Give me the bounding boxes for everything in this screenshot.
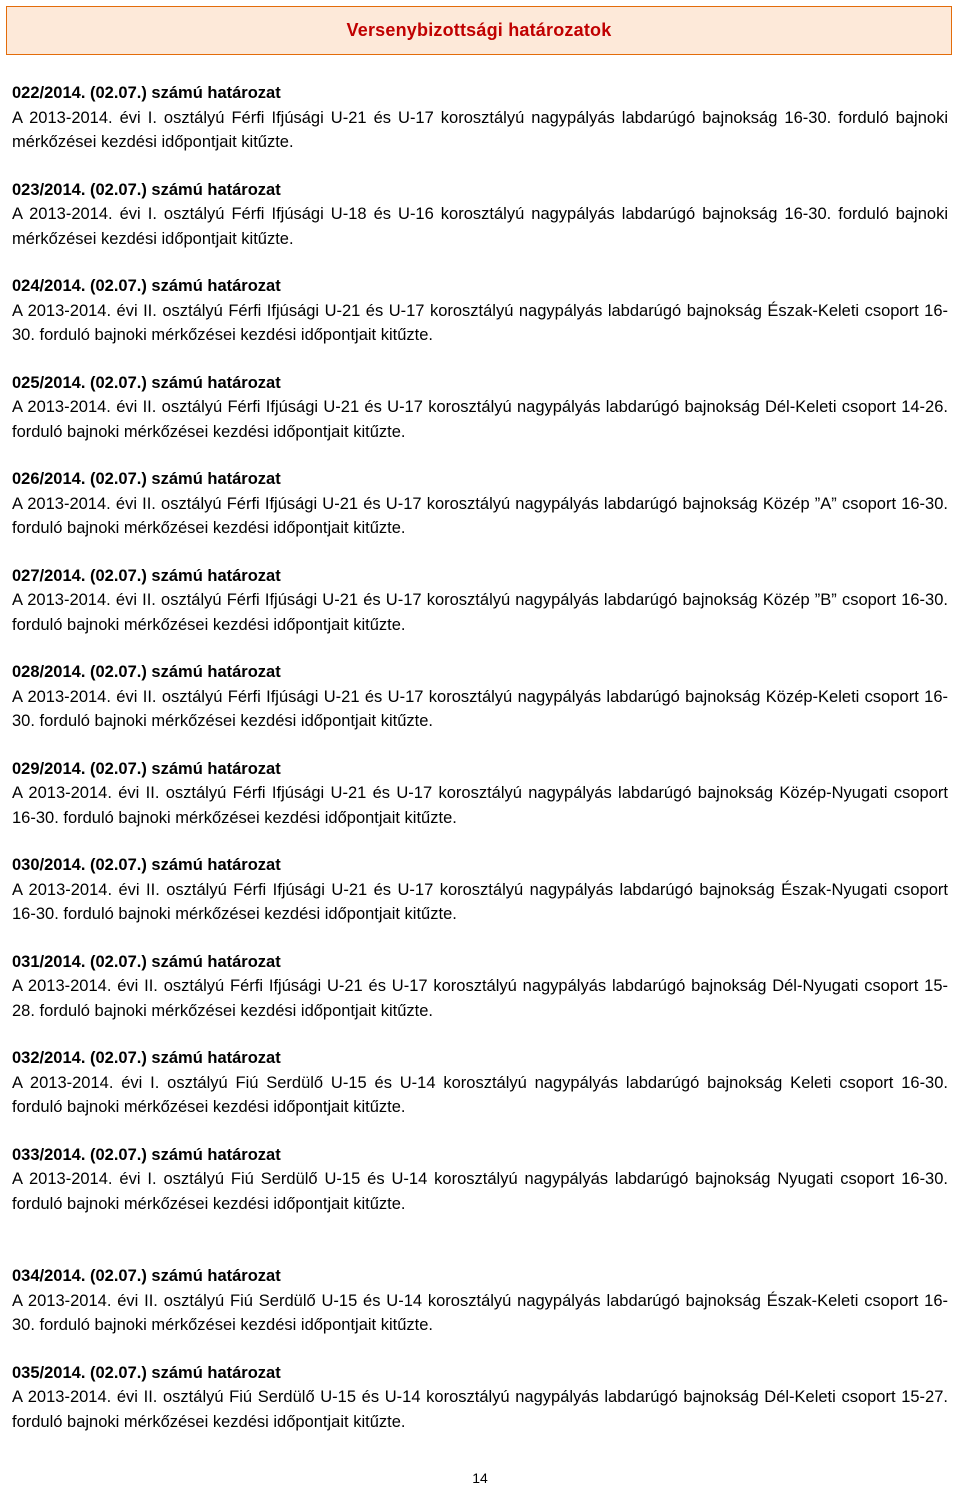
decision-title: 028/2014. (02.07.) számú határozat [12, 663, 281, 681]
decision-title: 022/2014. (02.07.) számú határozat [12, 84, 281, 102]
decision-body: A 2013-2014. évi II. osztályú Fiú Serdülő U-15 és U-14 korosztályú nagypályás labdarúgó bajnokság Dél-Keleti csoport 15-27. forduló bajnoki mérkőzései kezdési időpontjait kitűzte. [12, 1388, 948, 1431]
decision-body: A 2013-2014. évi II. osztályú Férfi Ifjúsági U-21 és U-17 korosztályú nagypályás labdarúgó bajnokság Közép ”B” csoport 16-30. forduló bajnoki mérkőzései kezdési időpontjait kitűzte. [12, 591, 948, 634]
decision-title: 029/2014. (02.07.) számú határozat [12, 759, 281, 778]
decision-item [12, 1143, 948, 1217]
decision-body: A 2013-2014. évi II. osztályú Férfi Ifjúsági U-21 és U-17 korosztályú nagypályás labdarúgó bajnokság Közép-Keleti csoport 16-30. forduló bajnoki mérkőzései kezdési időpontjait kitűzte. [12, 687, 948, 730]
decision-body: A 2013-2014. évi II. osztályú Férfi Ifjúsági U-21 és U-17 korosztályú nagypályás labdarúgó bajnokság Észak-Keleti csoport 16-30. forduló bajnoki mérkőzései kezdési időpontjait kitűzte. [12, 301, 948, 344]
decision-item [12, 757, 948, 831]
decision-title: 031/2014. (02.07.) számú határozat [12, 952, 281, 971]
decision-item [12, 660, 948, 734]
decision-item [12, 467, 948, 541]
decision-title: 024/2014. (02.07.) számú határozat [12, 277, 281, 295]
decision-item [12, 1264, 948, 1338]
decision-title: 034/2014. (02.07.) számú határozat [12, 1267, 281, 1285]
section-title: Versenybizottsági határozatok [346, 20, 612, 40]
decision-title: 023/2014. (02.07.) számú határozat [12, 180, 281, 199]
decision-body: A 2013-2014. évi I. osztályú Fiú Serdülő U-15 és U-14 korosztályú nagypályás labdarúgó bajnokság Nyugati csoport 16-30. forduló bajnoki mérkőzései kezdési időpontjait kitűzte. [12, 1170, 948, 1213]
decision-body: A 2013-2014. évi II. osztályú Férfi Ifjúsági U-21 és U-17 korosztályú nagypályás labdarúgó bajnokság Észak-Nyugati csoport 16-30. forduló bajnoki mérkőzései kezdési időpontjait kitűzte. [12, 880, 948, 923]
decision-title: 035/2014. (02.07.) számú határozat [12, 1363, 281, 1382]
decision-title: 032/2014. (02.07.) számú határozat [12, 1049, 281, 1067]
decision-title: 026/2014. (02.07.) számú határozat [12, 470, 281, 488]
decision-item [12, 178, 948, 252]
decision-body: A 2013-2014. évi II. osztályú Férfi Ifjúsági U-21 és U-17 korosztályú nagypályás labdarúgó bajnokság Dél-Keleti csoport 14-26. forduló bajnoki mérkőzései kezdési időpontjait kitűzte. [12, 398, 948, 441]
decision-title: 027/2014. (02.07.) számú határozat [12, 566, 281, 585]
section-header-box [6, 6, 952, 55]
decision-item [12, 371, 948, 445]
decision-item [12, 81, 948, 155]
decision-title: 030/2014. (02.07.) számú határozat [12, 856, 281, 874]
page-number: 14 [472, 1470, 488, 1486]
decision-body: A 2013-2014. évi I. osztályú Férfi Ifjúsági U-21 és U-17 korosztályú nagypályás labdarúgó bajnokság 16-30. forduló bajnoki mérkőzései kezdési időpontjait kitűzte. [12, 108, 948, 151]
decision-body: A 2013-2014. évi II. osztályú Fiú Serdülő U-15 és U-14 korosztályú nagypályás labdarúgó bajnokság Észak-Keleti csoport 16-30. forduló bajnoki mérkőzései kezdési időpontjait kitűzte. [12, 1291, 948, 1334]
decision-item [12, 1361, 948, 1435]
decision-title: 025/2014. (02.07.) számú határozat [12, 373, 281, 392]
decisions-list [12, 81, 948, 1457]
decision-item [12, 564, 948, 638]
decision-body: A 2013-2014. évi II. osztályú Férfi Ifjúsági U-21 és U-17 korosztályú nagypályás labdarúgó bajnokság Közép ”A” csoport 16-30. forduló bajnoki mérkőzései kezdési időpontjait kitűzte. [12, 494, 948, 537]
decision-item [12, 1046, 948, 1120]
decision-body: A 2013-2014. évi I. osztályú Férfi Ifjúsági U-18 és U-16 korosztályú nagypályás labdarúgó bajnokság 16-30. forduló bajnoki mérkőzései kezdési időpontjait kitűzte. [12, 205, 948, 248]
decision-item [12, 950, 948, 1024]
decision-item [12, 274, 948, 348]
decision-title: 033/2014. (02.07.) számú határozat [12, 1145, 281, 1164]
decision-body: A 2013-2014. évi II. osztályú Férfi Ifjúsági U-21 és U-17 korosztályú nagypályás labdarúgó bajnokság Közép-Nyugati csoport 16-30. forduló bajnoki mérkőzései kezdési időpontjait kitűzte. [12, 784, 948, 827]
decision-body: A 2013-2014. évi II. osztályú Férfi Ifjúsági U-21 és U-17 korosztályú nagypályás labdarúgó bajnokság Dél-Nyugati csoport 15-28. forduló bajnoki mérkőzései kezdési időpontjait kitűzte. [12, 977, 948, 1020]
decision-body: A 2013-2014. évi I. osztályú Fiú Serdülő U-15 és U-14 korosztályú nagypályás labdarúgó bajnokság Keleti csoport 16-30. forduló bajnoki mérkőzései kezdési időpontjait kitűzte. [12, 1073, 948, 1116]
decision-item [12, 853, 948, 927]
